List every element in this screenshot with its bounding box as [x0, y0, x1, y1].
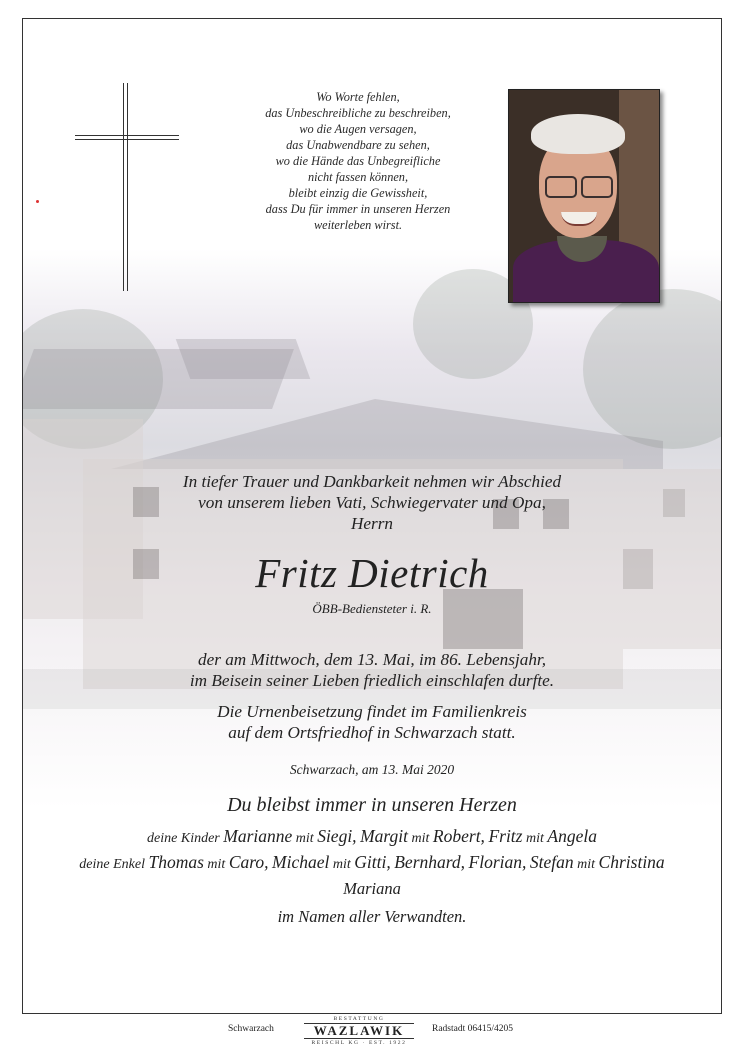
footer	[0, 1016, 750, 1060]
deceased-name: Fritz Dietrich	[255, 550, 489, 596]
footer-location-left: Schwarzach	[228, 1024, 274, 1034]
poem: Wo Worte fehlen, das Unbeschreibliche zu beschreiben, wo die Augen versagen, das Unabwendbare zu sehen, wo die Hände das Unbegreifliche nicht fassen können, bleibt einzig die Gewissheit, dass Du für immer in unseren Herzen weiterleben wirst.	[265, 90, 451, 232]
place-date: Schwarzach, am 13. Mai 2020	[289, 762, 455, 777]
grandchild-mariana: Mariana	[343, 879, 401, 898]
footer-location-right: Radstadt 06415/4205	[432, 1024, 514, 1034]
motto: Du bleibst immer in unseren Herzen	[227, 794, 517, 816]
grandchildren-line: deine Enkel Thomas mit Caro, Michael mit Gitti, Bernhard, Florian, Stefan mit Christina	[79, 852, 665, 872]
margin-mark	[36, 200, 39, 203]
deceased-title: ÖBB-Bediensteter i. R.	[312, 601, 432, 616]
undertaker-logo: BESTATTUNG WAZLAWIK REISCHL KG · EST. 1922	[304, 1016, 414, 1046]
portrait-photo	[508, 89, 660, 303]
intro-text: In tiefer Trauer und Dankbarkeit nehmen wir Abschied von unserem lieben Vati, Schwiegervater und Opa, Herrn	[182, 472, 562, 533]
burial-notice: Die Urnenbeisetzung findet im Familienkreis auf dem Ortsfriedhof in Schwarzach statt.	[217, 702, 527, 742]
obituary-card	[22, 18, 722, 1014]
relatives-line: im Namen aller Verwandten.	[277, 907, 467, 926]
children-line: deine Kinder Marianne mit Siegi, Margit mit Robert, Fritz mit Angela	[147, 826, 597, 846]
cross-icon	[75, 83, 179, 291]
death-notice: der am Mittwoch, dem 13. Mai, im 86. Lebensjahr, im Beisein seiner Lieben friedlich einschlafen durfte.	[189, 650, 555, 690]
